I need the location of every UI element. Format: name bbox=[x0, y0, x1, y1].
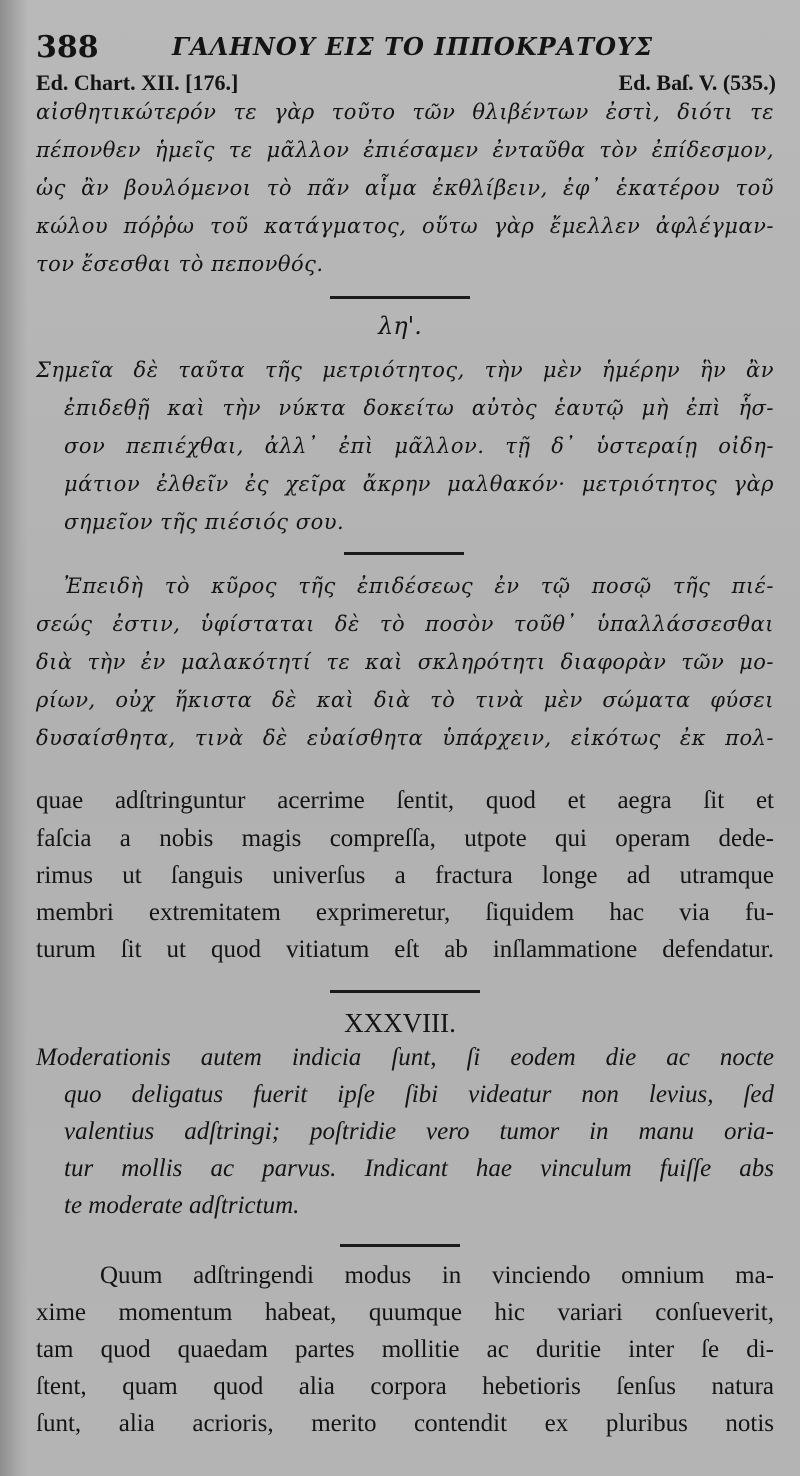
text-line: quo deligatus fuerit ipſe ſibi videatur non levius, ſed bbox=[64, 1081, 774, 1108]
text-line: διὰ τὴν ἐν μαλακότητί τε καὶ σκληρότητι διαφορὰν τῶν μο- bbox=[36, 650, 774, 674]
text-line: Moderationis autem indicia ſunt, ſi eodem die ac nocte bbox=[36, 1044, 774, 1071]
edition-references bbox=[36, 70, 776, 100]
text-line: tur mollis ac parvus. Indicant hae vinculum fuiſſe abs bbox=[64, 1155, 774, 1182]
text-line: tam quod quaedam partes mollitie ac duritie inter ſe di- bbox=[36, 1336, 774, 1363]
section-divider bbox=[330, 990, 480, 993]
text-line: turum ſit ut quod vitiatum eſt ab inſlammatione defendatur. bbox=[36, 936, 774, 963]
text-line: rimus ut ſanguis univerſus a fractura longe ad utramque bbox=[36, 862, 774, 889]
page-binding-shadow bbox=[0, 0, 28, 1476]
text-line: ἐπιδεθῇ καὶ τὴν νύκτα δοκείτω αὐτὸς ἑαυτῷ μὴ ἐπὶ ἧσ- bbox=[64, 396, 774, 420]
text-line: σημεῖον τῆς πιέσιός σου. bbox=[64, 510, 345, 534]
text-line: xime momentum habeat, quumque hic variari conſueverit, bbox=[36, 1299, 774, 1326]
section-divider bbox=[330, 296, 470, 299]
text-line: ὡς ἂν βουλόμενοι τὸ πᾶν αἷμα ἐκθλίβειν, ἐφ᾽ ἑκατέρου τοῦ bbox=[36, 176, 774, 200]
text-line: faſcia a nobis magis compreſſa, utpote qui operam dede- bbox=[36, 825, 774, 852]
text-line: membri extremitatem exprimeretur, ſiquidem hac via fu- bbox=[36, 899, 774, 926]
text-line: valentius adſtringi; poſtridie vero tumor in manu oria- bbox=[64, 1118, 774, 1145]
section-divider bbox=[344, 552, 464, 555]
text-line: ſtent, quam quod alia corpora hebetioris ſenſus natura bbox=[36, 1373, 774, 1400]
text-line: κώλου πόῤῥω τοῦ κατάγματος, οὕτω γὰρ ἔμελλεν ἀφλέγμαν- bbox=[36, 214, 774, 238]
section-divider bbox=[340, 1244, 460, 1247]
page-header bbox=[36, 30, 776, 64]
greek-section-number: λη'. bbox=[378, 312, 422, 340]
text-line: quae adſtringuntur acerrime ſentit, quod et aegra ſit et bbox=[36, 787, 774, 814]
text-line: σον πεπιέχθαι, ἀλλ᾽ ἐπὶ μᾶλλον. τῇ δ᾽ ὑστεραίῃ οἰδη- bbox=[64, 434, 774, 458]
text-line: ρίων, οὐχ ἥκιστα δὲ καὶ διὰ τὸ τινὰ μὲν σώματα φύσει bbox=[36, 688, 774, 712]
running-title: ΓΑΛΗΝΟΥ ΕΙΣ ΤΟ ΙΠΠΟΚΡΑΤΟΥΣ bbox=[172, 32, 654, 61]
text-line: Ἐπειδὴ τὸ κῦρος τῆς ἐπιδέσεως ἐν τῷ ποσῷ τῆς πιέ- bbox=[64, 574, 774, 598]
page-number: 388 bbox=[36, 30, 99, 65]
text-line: te moderate adſtrictum. bbox=[64, 1192, 300, 1219]
text-line: πέπονθεν ἡμεῖς τε μᾶλλον ἐπιέσαμεν ἐνταῦθα τὸν ἐπίδεσμον, bbox=[36, 138, 774, 162]
text-line: αἰσθητικώτερόν τε γὰρ τοῦτο τῶν θλιβέντων ἐστὶ, διότι τε bbox=[36, 100, 774, 124]
edition-basel: Ed. Baſ. V. (535.) bbox=[618, 70, 776, 95]
text-line: Quum adſtringendi modus in vinciendo omnium ma- bbox=[100, 1262, 774, 1289]
latin-section-number: XXXVIII. bbox=[344, 1008, 456, 1038]
edition-chartier: Ed. Chart. XII. [176.] bbox=[36, 70, 239, 95]
text-line: δυσαίσθητα, τινὰ δὲ εὐαίσθητα ὑπάρχειν, εἰκότως ἐκ πολ- bbox=[36, 726, 774, 750]
text-line: Σημεῖα δὲ ταῦτα τῆς μετριότητος, τὴν μὲν ἡμέρην ἣν ἂν bbox=[36, 358, 774, 382]
text-line: ſunt, alia acrioris, merito contendit ex pluribus notis bbox=[36, 1410, 774, 1437]
text-line: σεώς ἐστιν, ὑφίσταται δὲ τὸ ποσὸν τοῦθ᾽ ὑπαλλάσσεσθαι bbox=[36, 612, 774, 636]
text-line: μάτιον ἐλθεῖν ἐς χεῖρα ἄκρην μαλθακόν· μετριότητος γὰρ bbox=[64, 472, 774, 496]
text-line: τον ἔσεσθαι τὸ πεπονθός. bbox=[36, 252, 324, 276]
